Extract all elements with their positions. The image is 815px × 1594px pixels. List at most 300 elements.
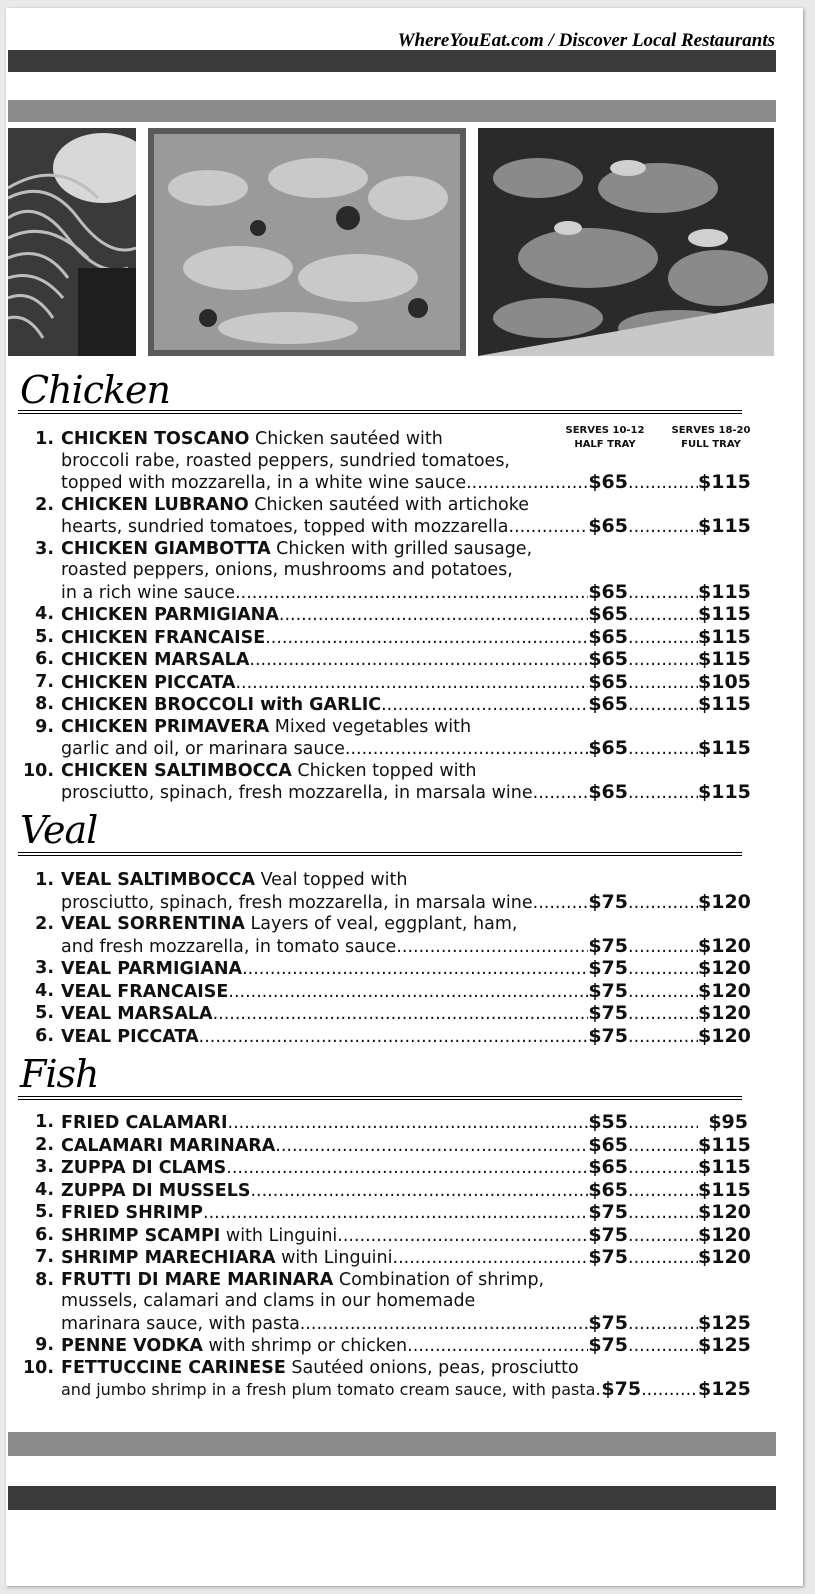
item-text bbox=[61, 605, 279, 627]
leader-dots bbox=[199, 1027, 589, 1049]
half-tray-price: $75 bbox=[588, 1002, 628, 1024]
leader-dots bbox=[628, 1314, 698, 1336]
menu-item bbox=[18, 648, 751, 672]
leader-dots bbox=[228, 1113, 589, 1135]
item-body bbox=[61, 1357, 751, 1402]
item-name: ZUPPA DI MUSSELS bbox=[61, 1180, 251, 1201]
menu-item bbox=[18, 1156, 751, 1180]
item-body bbox=[61, 670, 751, 695]
item-description: with Linguini bbox=[275, 1248, 393, 1268]
item-number: 3. bbox=[35, 1157, 54, 1177]
item-number: 2. bbox=[35, 494, 54, 515]
full-tray-label: FULL TRAY bbox=[681, 439, 741, 450]
item-description: Sautéed onions, peas, prosciutto bbox=[285, 1357, 579, 1378]
half-tray-price: $65 bbox=[588, 781, 628, 803]
full-tray-price: $115 bbox=[698, 693, 751, 715]
item-description-line bbox=[61, 495, 748, 517]
item-text bbox=[61, 937, 396, 959]
item-description: Combination of shrimp, bbox=[333, 1269, 545, 1290]
leader-dots bbox=[235, 583, 588, 605]
watermark-text: WhereYouEat.com / Discover Local Restaurants bbox=[397, 30, 775, 51]
leader-dots bbox=[265, 628, 588, 650]
item-description: Chicken topped with bbox=[291, 760, 477, 781]
item-text bbox=[61, 1336, 407, 1358]
item-number: 10. bbox=[22, 1357, 54, 1378]
item-number: 9. bbox=[35, 1335, 54, 1355]
item-number: 3. bbox=[35, 538, 54, 559]
half-tray-price: $75 bbox=[588, 1201, 628, 1223]
item-name: VEAL SALTIMBOCCA bbox=[61, 870, 255, 890]
full-tray-price: $115 bbox=[698, 580, 751, 603]
leader-dots bbox=[381, 695, 588, 717]
item-name: CHICKEN PRIMAVERA bbox=[61, 716, 270, 737]
item-price-line bbox=[61, 1378, 751, 1402]
item-body bbox=[61, 760, 751, 805]
half-tray-price: $75 bbox=[601, 1378, 642, 1400]
menu-item bbox=[18, 979, 751, 1004]
half-tray-price: $55 bbox=[588, 1111, 628, 1133]
item-number: 8. bbox=[35, 694, 54, 714]
item-text bbox=[61, 1181, 250, 1203]
item-price-line bbox=[61, 1311, 751, 1336]
item-text bbox=[61, 1226, 337, 1248]
bottom-gray-band bbox=[8, 1432, 776, 1456]
leader-dots bbox=[628, 517, 698, 539]
item-text bbox=[61, 959, 242, 981]
item-description: with shrimp or chicken bbox=[202, 1336, 408, 1356]
item-number: 5. bbox=[35, 1202, 54, 1222]
item-price-line bbox=[61, 1002, 751, 1026]
full-tray-price: $120 bbox=[698, 1246, 751, 1268]
menu-item bbox=[18, 760, 751, 805]
leader-dots bbox=[628, 695, 698, 717]
leader-dots bbox=[628, 650, 698, 672]
full-tray-price: $125 bbox=[698, 1334, 751, 1356]
item-text bbox=[61, 893, 533, 915]
item-description-line bbox=[61, 429, 748, 451]
half-tray-price: $65 bbox=[588, 603, 628, 625]
item-body bbox=[61, 1133, 751, 1158]
full-tray-price: $95 bbox=[708, 1111, 748, 1133]
leader-dots bbox=[300, 1314, 589, 1336]
item-number: 6. bbox=[35, 649, 54, 669]
item-text bbox=[61, 1314, 300, 1336]
leader-dots bbox=[628, 473, 698, 495]
item-description: Chicken with grilled sausage, bbox=[270, 538, 533, 559]
item-description-line bbox=[61, 870, 748, 892]
half-tray-price: $65 bbox=[588, 670, 628, 693]
leader-dots bbox=[628, 605, 698, 627]
item-price-line bbox=[61, 979, 751, 1004]
item-price-line bbox=[61, 580, 751, 605]
leader-dots bbox=[466, 473, 588, 495]
item-text bbox=[61, 1203, 203, 1225]
leader-dots bbox=[628, 1181, 698, 1203]
item-text bbox=[61, 1158, 226, 1180]
menu-item bbox=[18, 1002, 751, 1026]
item-price-line bbox=[61, 1024, 751, 1049]
item-number: 2. bbox=[35, 1134, 54, 1155]
leader-dots bbox=[242, 959, 588, 981]
menu-item bbox=[18, 957, 751, 981]
full-tray-price: $120 bbox=[698, 1002, 751, 1024]
item-number: 4. bbox=[35, 1179, 54, 1200]
item-text bbox=[61, 1136, 275, 1158]
leader-dots bbox=[396, 937, 588, 959]
half-tray-price: $65 bbox=[588, 1178, 628, 1201]
menu-item bbox=[18, 538, 751, 605]
item-description-line bbox=[61, 1291, 748, 1313]
item-text bbox=[61, 783, 533, 805]
leader-dots bbox=[393, 1248, 589, 1270]
item-price-line bbox=[61, 1223, 751, 1248]
menu-item bbox=[18, 1024, 751, 1049]
item-body bbox=[61, 1002, 751, 1026]
item-text bbox=[61, 673, 235, 695]
item-price-line bbox=[61, 515, 751, 539]
leader-dots bbox=[628, 982, 698, 1004]
menu-item bbox=[18, 670, 751, 695]
item-description: roasted peppers, onions, mushrooms and potatoes, bbox=[61, 560, 513, 580]
menu-item bbox=[18, 494, 751, 539]
item-text bbox=[61, 628, 265, 650]
half-tray-price: $75 bbox=[588, 934, 628, 957]
item-name: CHICKEN PARMIGIANA bbox=[61, 605, 279, 625]
item-description: with Linguini bbox=[220, 1225, 338, 1246]
full-tray-price: $115 bbox=[698, 515, 751, 537]
item-body bbox=[61, 914, 751, 958]
item-name: CHICKEN FRANCAISE bbox=[61, 627, 266, 648]
item-description: topped with mozzarella, in a white wine sauce bbox=[61, 473, 467, 493]
leader-dots bbox=[628, 1203, 698, 1225]
menu-item bbox=[18, 1112, 748, 1135]
bottom-dark-band bbox=[8, 1486, 776, 1510]
section-rule bbox=[18, 410, 742, 414]
item-name: CALAMARI MARINARA bbox=[61, 1135, 276, 1156]
leader-dots bbox=[509, 517, 589, 539]
item-description-line bbox=[61, 1358, 748, 1380]
item-description-line bbox=[61, 560, 748, 582]
item-body bbox=[61, 1269, 751, 1336]
item-body bbox=[61, 494, 751, 539]
item-text bbox=[61, 982, 228, 1004]
leader-dots bbox=[249, 650, 588, 672]
item-name: CHICKEN BROCCOLI with GARLIC bbox=[61, 695, 382, 715]
leader-dots bbox=[628, 673, 698, 695]
item-body bbox=[61, 693, 751, 717]
item-description: hearts, sundried tomatoes, topped with mozzarella bbox=[61, 517, 509, 537]
leader-dots bbox=[628, 1113, 698, 1135]
item-price-line bbox=[61, 670, 751, 695]
menu-item bbox=[18, 1269, 751, 1336]
item-body bbox=[61, 1334, 751, 1358]
half-tray-price: $65 bbox=[588, 625, 628, 648]
item-price-line bbox=[61, 781, 751, 805]
item-name: VEAL FRANCAISE bbox=[61, 981, 229, 1002]
item-text bbox=[61, 650, 249, 672]
full-tray-price: $115 bbox=[698, 648, 751, 670]
leader-dots bbox=[407, 1336, 588, 1358]
leader-dots bbox=[628, 893, 698, 915]
item-name: CHICKEN SALTIMBOCCA bbox=[61, 760, 292, 781]
item-price-line bbox=[61, 603, 751, 627]
item-price-line bbox=[61, 1201, 751, 1225]
section-rule bbox=[18, 852, 742, 856]
item-price-line bbox=[61, 1334, 751, 1358]
item-price-line bbox=[61, 737, 751, 761]
leader-dots bbox=[628, 628, 698, 650]
item-name: FRUTTI DI MARE MARINARA bbox=[61, 1269, 334, 1290]
menu-item bbox=[18, 1223, 751, 1248]
item-name: PENNE VODKA bbox=[61, 1336, 203, 1356]
item-name: VEAL PICCATA bbox=[61, 1026, 199, 1047]
item-description: Veal topped with bbox=[255, 870, 408, 890]
full-tray-price: $115 bbox=[698, 1133, 751, 1156]
item-number: 6. bbox=[35, 1025, 54, 1046]
section-title-fish: Fish bbox=[20, 1052, 99, 1096]
half-tray-price: $65 bbox=[588, 1133, 628, 1156]
item-number: 1. bbox=[35, 870, 54, 890]
baked-tray-photo bbox=[478, 128, 774, 356]
menu-item bbox=[18, 693, 751, 717]
item-name: CHICKEN PICCATA bbox=[61, 672, 236, 693]
item-price-line bbox=[61, 1178, 751, 1203]
item-name: VEAL SORRENTINA bbox=[61, 914, 245, 934]
full-tray-price: $115 bbox=[698, 471, 751, 493]
leader-dots bbox=[226, 1158, 588, 1180]
item-body bbox=[61, 957, 751, 981]
half-tray-price: $75 bbox=[588, 1311, 628, 1334]
menu-item bbox=[18, 870, 751, 914]
half-tray-price: $65 bbox=[588, 1156, 628, 1178]
half-tray-price: $65 bbox=[588, 471, 628, 493]
item-description-line bbox=[61, 1270, 748, 1292]
full-tray-price: $115 bbox=[698, 781, 751, 803]
item-body bbox=[61, 538, 751, 605]
item-text bbox=[61, 1004, 213, 1026]
item-description: in a rich wine sauce bbox=[61, 582, 236, 603]
half-tray-price: $65 bbox=[588, 737, 628, 759]
item-name: CHICKEN MARSALA bbox=[61, 650, 250, 670]
menu-item bbox=[18, 429, 751, 495]
leader-dots bbox=[275, 1136, 588, 1158]
half-tray-price: $65 bbox=[588, 648, 628, 670]
item-name: FRIED CALAMARI bbox=[61, 1113, 228, 1133]
item-body bbox=[61, 625, 751, 650]
menu-item bbox=[18, 914, 751, 958]
item-name: VEAL MARSALA bbox=[61, 1004, 213, 1024]
item-text bbox=[61, 473, 466, 495]
item-body bbox=[61, 870, 751, 914]
full-tray-price: $105 bbox=[698, 670, 751, 693]
leader-dots bbox=[628, 739, 698, 761]
item-number: 4. bbox=[35, 980, 54, 1001]
leader-dots bbox=[628, 1158, 698, 1180]
half-tray-price: $65 bbox=[588, 515, 628, 537]
leader-dots bbox=[228, 982, 588, 1004]
leader-dots bbox=[628, 1136, 698, 1158]
item-number: 4. bbox=[35, 604, 54, 624]
chicken-tray-photo bbox=[148, 128, 466, 356]
item-text bbox=[61, 1379, 595, 1402]
menu-item bbox=[18, 716, 751, 761]
item-number: 5. bbox=[35, 1003, 54, 1023]
section-rule bbox=[18, 1096, 742, 1100]
item-body bbox=[61, 979, 751, 1004]
full-tray-price: $115 bbox=[698, 603, 751, 625]
chicken-items bbox=[18, 429, 751, 805]
item-body bbox=[61, 1246, 751, 1270]
full-tray-price: $120 bbox=[698, 1201, 751, 1223]
item-name: CHICKEN TOSCANO bbox=[61, 429, 250, 449]
item-price-line bbox=[61, 1133, 751, 1158]
item-description-line bbox=[61, 914, 748, 936]
top-dark-band bbox=[8, 50, 776, 72]
full-tray-serves: SERVES 18-20 bbox=[671, 425, 751, 436]
full-tray-price: $120 bbox=[698, 890, 751, 913]
item-number: 1. bbox=[35, 429, 54, 449]
full-tray-price: $120 bbox=[698, 934, 751, 957]
full-tray-price: $115 bbox=[698, 737, 751, 759]
item-price-line bbox=[61, 957, 751, 981]
item-name: FETTUCCINE CARINESE bbox=[61, 1357, 286, 1378]
item-description: prosciutto, spinach, fresh mozzarella, in marsala wine bbox=[61, 892, 533, 913]
full-tray-price: $125 bbox=[698, 1378, 751, 1400]
full-tray-price: $120 bbox=[698, 957, 751, 979]
item-price-line bbox=[61, 471, 751, 495]
leader-dots bbox=[235, 673, 588, 695]
half-tray-price: $75 bbox=[588, 979, 628, 1002]
menu-page bbox=[6, 8, 803, 1586]
item-number: 10. bbox=[22, 760, 54, 781]
leader-dots bbox=[337, 1226, 588, 1248]
leader-dots bbox=[628, 583, 698, 605]
item-text bbox=[61, 1113, 228, 1135]
item-description: broccoli rabe, roasted peppers, sundried tomatoes, bbox=[61, 450, 510, 471]
item-body bbox=[61, 1178, 751, 1203]
item-text bbox=[61, 517, 509, 539]
item-body bbox=[61, 429, 751, 495]
item-number: 9. bbox=[35, 716, 54, 737]
item-body bbox=[61, 1223, 751, 1248]
full-tray-price: $125 bbox=[698, 1311, 751, 1334]
pasta-photo bbox=[8, 128, 136, 356]
item-number: 2. bbox=[35, 914, 54, 934]
item-description: garlic and oil, or marinara sauce bbox=[61, 739, 345, 759]
item-text bbox=[61, 1248, 393, 1270]
item-price-line bbox=[61, 1156, 751, 1180]
leader-dots bbox=[628, 1336, 698, 1358]
item-description-line bbox=[61, 539, 748, 561]
menu-item bbox=[18, 1357, 751, 1402]
half-tray-price: $75 bbox=[588, 957, 628, 979]
leader-dots bbox=[533, 783, 589, 805]
full-tray-price: $115 bbox=[698, 1178, 751, 1201]
half-tray-price: $75 bbox=[588, 1246, 628, 1268]
leader-dots bbox=[628, 937, 698, 959]
menu-item bbox=[18, 1334, 751, 1358]
leader-dots bbox=[628, 1226, 698, 1248]
item-number: 7. bbox=[35, 671, 54, 692]
menu-item bbox=[18, 1178, 751, 1203]
item-price-line bbox=[61, 693, 751, 717]
item-price-line bbox=[61, 1112, 748, 1135]
item-description: and fresh mozzarella, in tomato sauce bbox=[61, 936, 397, 957]
item-number: 1. bbox=[35, 1112, 54, 1132]
half-tray-price: $75 bbox=[588, 1334, 628, 1356]
leader-dots bbox=[250, 1181, 588, 1203]
item-description: Layers of veal, eggplant, ham, bbox=[244, 914, 518, 934]
item-number: 3. bbox=[35, 958, 54, 978]
menu-item bbox=[18, 625, 751, 650]
item-text bbox=[61, 739, 345, 761]
item-number: 8. bbox=[35, 1269, 54, 1290]
item-description-line bbox=[61, 761, 748, 783]
item-body bbox=[61, 1024, 751, 1049]
half-tray-price: $65 bbox=[588, 580, 628, 603]
leader-dots bbox=[345, 739, 588, 761]
section-title-chicken: Chicken bbox=[20, 368, 170, 412]
item-description: Mixed vegetables with bbox=[269, 716, 472, 737]
full-tray-price: $115 bbox=[698, 1156, 751, 1178]
item-price-line bbox=[61, 648, 751, 672]
item-text bbox=[61, 695, 381, 717]
item-name: ZUPPA DI CLAMS bbox=[61, 1158, 227, 1178]
item-body bbox=[61, 1112, 748, 1135]
item-name: SHRIMP SCAMPI bbox=[61, 1225, 221, 1246]
leader-dots bbox=[628, 1004, 698, 1026]
full-tray-price: $120 bbox=[698, 979, 751, 1002]
leader-dots bbox=[628, 1027, 698, 1049]
item-number: 7. bbox=[35, 1247, 54, 1267]
full-tray-price: $120 bbox=[698, 1223, 751, 1246]
fish-items bbox=[18, 1111, 751, 1402]
leader-dots bbox=[533, 893, 589, 915]
item-body bbox=[61, 603, 751, 627]
half-tray-price: $65 bbox=[588, 693, 628, 715]
item-price-line bbox=[61, 890, 751, 915]
item-name: SHRIMP MARECHIARA bbox=[61, 1248, 276, 1268]
leader-dots bbox=[628, 959, 698, 981]
item-body bbox=[61, 1156, 751, 1180]
item-number: 6. bbox=[35, 1224, 54, 1245]
menu-item bbox=[18, 1246, 751, 1270]
item-description: prosciutto, spinach, fresh mozzarella, in marsala wine bbox=[61, 783, 533, 803]
menu-item bbox=[18, 603, 751, 627]
item-name: CHICKEN GIAMBOTTA bbox=[61, 538, 271, 559]
leader-dots bbox=[641, 1380, 698, 1402]
item-name: CHICKEN LUBRANO bbox=[61, 494, 249, 515]
item-description: marinara sauce, with pasta bbox=[61, 1313, 300, 1334]
half-tray-label: HALF TRAY bbox=[574, 439, 636, 450]
item-price-line bbox=[61, 625, 751, 650]
item-price-line bbox=[61, 1246, 751, 1270]
leader-dots bbox=[213, 1004, 589, 1026]
leader-dots bbox=[203, 1203, 588, 1225]
half-tray-price: $75 bbox=[588, 1223, 628, 1246]
menu-item bbox=[18, 1201, 751, 1225]
item-description-line bbox=[61, 717, 748, 739]
item-text bbox=[61, 583, 235, 605]
item-description: Chicken sautéed with bbox=[249, 429, 443, 449]
full-tray-price: $120 bbox=[698, 1024, 751, 1047]
item-body bbox=[61, 648, 751, 672]
half-tray-price: $75 bbox=[588, 1024, 628, 1047]
item-body bbox=[61, 716, 751, 761]
top-gray-band bbox=[8, 100, 776, 122]
leader-dots bbox=[628, 783, 698, 805]
item-number: 5. bbox=[35, 626, 54, 647]
